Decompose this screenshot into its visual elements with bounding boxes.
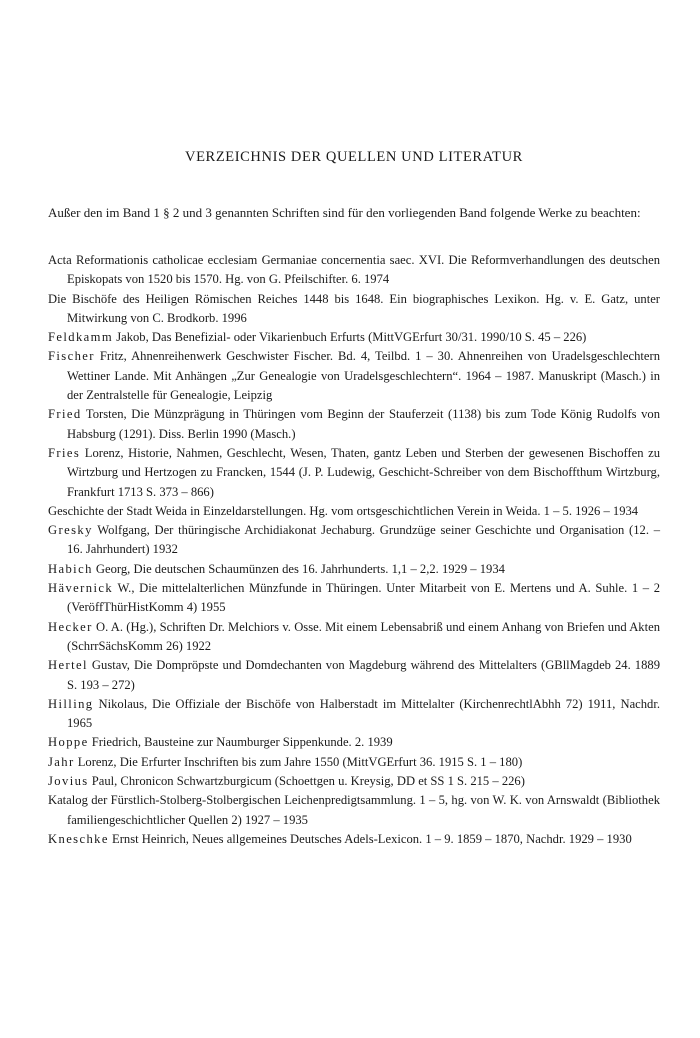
entry-text: Nikolaus, Die Offiziale der Bischöfe von Halberstadt im Mittelalter (KirchenrechtlAbhh 72) 1911, Nachdr. 1965 <box>67 696 660 731</box>
author-surname: Jovius <box>48 774 89 789</box>
author-surname: Habich <box>48 561 93 576</box>
bibliography-entry <box>48 560 660 579</box>
bibliography-entry <box>48 830 660 849</box>
entry-text: W., Die mittelalterlichen Münzfunde in Thüringen. Unter Mitarbeit von E. Mertens und A. Suhle. 1 – 2 (VeröffThürHistKomm 4) 1955 <box>67 581 660 615</box>
bibliography-entry <box>48 579 660 618</box>
bibliography-entry <box>48 521 660 560</box>
bibliography-entry <box>48 656 660 695</box>
entry-text: Fritz, Ahnenreihenwerk Geschwister Fischer. Bd. 4, Teilbd. 1 – 30. Ahnenreihen von Uradelsgeschlechtern Wettiner Lande. Mit Anhängen „Zur Genealogie von Uradelsgeschlechtern“. 1964 – 1987. Manuskript (Masch.) in der Zentralstelle für Genealogie, Leipzig <box>67 349 660 403</box>
bibliography-entry <box>48 618 660 657</box>
bibliography-entry <box>48 444 660 502</box>
author-surname: Fischer <box>48 349 95 364</box>
bibliography-entry <box>48 251 660 290</box>
bibliography-entry <box>48 502 660 521</box>
author-surname: Hilling <box>48 696 94 711</box>
entry-text: Georg, Die deutschen Schaumünzen des 16. Jahrhunderts. 1,1 – 2,2. 1929 – 1934 <box>92 561 505 576</box>
bibliography-entry <box>48 695 660 734</box>
author-surname: Gresky <box>48 523 93 538</box>
bibliography-entry <box>48 290 660 329</box>
entry-text: Lorenz, Die Erfurter Inschriften bis zum Jahre 1550 (MittVGErfurt 36. 1915 S. 1 – 180) <box>74 754 523 769</box>
entry-text: Katalog der Fürstlich-Stolberg-Stolbergischen Leichenpredigtsammlung. 1 – 5, hg. von W. K. von Arnswaldt (Bibliothek familiengeschichtlicher Quellen 2) 1927 – 1935 <box>48 793 660 827</box>
author-surname: Hoppe <box>48 735 89 750</box>
bibliography-entry <box>48 405 660 444</box>
entry-text: Wolfgang, Der thüringische Archidiakonat Jechaburg. Grundzüge seiner Geschichte und Organisation (12. – 16. Jahrhundert) 1932 <box>67 523 660 557</box>
entry-text: Torsten, Die Münzprägung in Thüringen vom Beginn der Stauferzeit (1138) bis zum Tode König Rudolfs von Habsburg (1291). Diss. Berlin 1990 (Masch.) <box>67 407 660 441</box>
bibliography-entry <box>48 347 660 405</box>
bibliography-list <box>48 251 660 849</box>
author-surname: Kneschke <box>48 831 109 846</box>
entry-text: Jakob, Das Benefizial- oder Vikarienbuch Erfurts (MittVGErfurt 30/31. 1990/10 S. 45 – 226) <box>113 330 587 345</box>
entry-text: Friedrich, Bausteine zur Naumburger Sippenkunde. 2. 1939 <box>88 735 393 750</box>
bibliography-entry <box>48 753 660 772</box>
bibliography-entry <box>48 772 660 791</box>
entry-text: Gustav, Die Dompröpste und Domdechanten von Magdeburg während des Mittelalters (GBllMagdeb 24. 1889 S. 193 – 272) <box>67 658 660 692</box>
entry-text: Ernst Heinrich, Neues allgemeines Deutsches Adels-Lexicon. 1 – 9. 1859 – 1870, Nachdr. 1929 – 1930 <box>108 831 632 846</box>
author-surname: Fried <box>48 407 82 422</box>
page-title: VERZEICHNIS DER QUELLEN UND LITERATUR <box>185 149 523 165</box>
entry-text: O. A. (Hg.), Schriften Dr. Melchiors v. Osse. Mit einem Lebensabriß und einem Anhang von Briefen und Akten (SchrrSächsKomm 26) 1922 <box>67 619 660 653</box>
entry-text: Die Bischöfe des Heiligen Römischen Reiches 1448 bis 1648. Ein biographisches Lexikon. Hg. v. E. Gatz, unter Mitwirkung von C. Brodkorb. 1996 <box>48 291 660 325</box>
entry-text: Paul, Chronicon Schwartzburgicum (Schoettgen u. Kreysig, DD et SS 1 S. 215 – 226) <box>88 774 525 789</box>
intro-paragraph: Außer den im Band 1 § 2 und 3 genannten Schriften sind für den vorliegenden Band folgende Werke zu beachten: <box>48 205 641 220</box>
author-surname: Jahr <box>48 754 75 769</box>
author-surname: Hecker <box>48 619 93 634</box>
bibliography-entry <box>48 791 660 830</box>
entry-text: Geschichte der Stadt Weida in Einzeldarstellungen. Hg. vom ortsgeschichtlichen Verein in Weida. 1 – 5. 1926 – 1934 <box>48 503 639 518</box>
author-surname: Feldkamm <box>48 330 114 345</box>
entry-text: Acta Reformationis catholicae ecclesiam Germaniae concernentia saec. XVI. Die Reformverhandlungen des deutschen Episkopats von 1520 bis 1570. Hg. von G. Pfeilschifter. 6. 1974 <box>48 253 660 287</box>
author-surname: Hertel <box>48 658 88 673</box>
entry-text: Lorenz, Historie, Nahmen, Geschlecht, Wesen, Thaten, gantz Leben und Sterben der gewesenen Bischoffen zu Wirtzburg und Hertzogen zu Francken, 1544 (J. P. Ludewig, Geschicht-Schreiber von dem Bischoffthum Wirtzburg, Frankfurt 1713 S. 373 – 866) <box>67 445 660 499</box>
bibliography-entry <box>48 733 660 752</box>
author-surname: Fries <box>48 445 81 460</box>
bibliography-entry <box>48 328 660 347</box>
author-surname: Hävernick <box>48 581 114 596</box>
